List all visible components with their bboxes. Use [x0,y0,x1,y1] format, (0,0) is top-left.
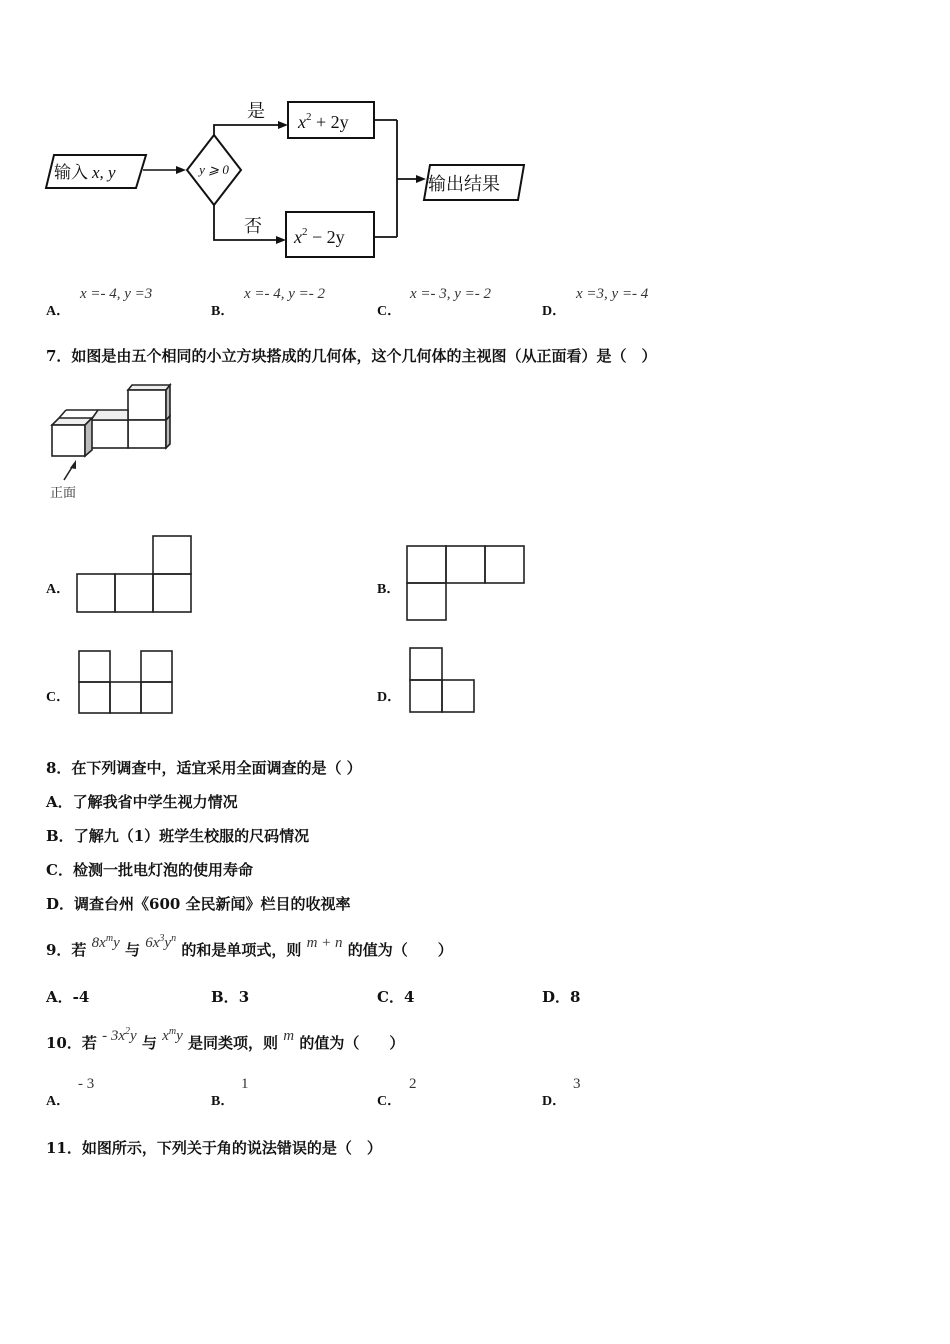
q9-option-b[interactable] [211,986,249,1007]
flow-no-expr-exp: 2 [302,226,308,238]
q9-option-a[interactable] [46,986,89,1007]
flow-output-label: 输出结果 [428,174,500,195]
q9-term2-exp: 3 [159,933,165,944]
q6-option-c-label[interactable]: C． [377,304,402,319]
q10-option-a-value[interactable]: - 3 [78,1076,95,1092]
q10-suffix: 的值为（ ） [299,1034,405,1052]
flowchart-figure [40,90,540,270]
q8-option-d[interactable] [46,893,351,914]
q10-option-c-value[interactable]: 2 [409,1076,417,1092]
q10-option-a-label[interactable]: A． [46,1094,71,1109]
q10-option-c-label[interactable]: C． [377,1094,402,1109]
q6-option-a-label[interactable]: A． [46,304,71,319]
flow-condition: y ⩾ 0 [199,162,229,177]
svg-text:x2 + 2y [297,111,349,132]
q10-middle: 是同类项，则 [187,1034,278,1052]
q7-option-d-figure[interactable] [407,645,479,715]
q10-term1-tail: y [130,1028,137,1044]
q9-option-d-value: 8 [570,988,581,1006]
q9-prefix: 9．若 [46,941,87,959]
q7-option-b-figure[interactable] [404,543,528,623]
q8-option-d-label: D． [46,895,75,913]
q8-option-b[interactable] [46,825,309,846]
q10-term1-coef: - 3x [102,1028,126,1044]
q10-option-d-value[interactable]: 3 [573,1076,581,1092]
q6-option-c-value[interactable]: x =- 3, y =- 2 [410,286,492,302]
q11-stem: 11．如图所示，下列关于角的说法错误的是（ ） [46,1139,382,1157]
flow-yes-expr-rest: + 2y [311,112,349,132]
q9-option-c-label: C． [377,988,404,1006]
svg-text:x2 − 2y [293,226,345,247]
q9-term2-coef: 6x [145,935,160,951]
q6-option-b-value[interactable]: x =- 4, y =- 2 [244,286,326,302]
q7-option-b-label[interactable]: B． [377,582,401,597]
q9-middle: 的和是单项式，则 [181,941,302,959]
flow-yes-expr-exp: 2 [306,111,312,123]
q9-option-a-value: -4 [72,988,90,1006]
flow-no-expr-rest: − 2y [307,227,345,247]
q10-stem [46,1025,404,1059]
q6-option-a-value[interactable]: x =- 4, y =3 [80,286,153,302]
q8-option-a-label: A． [46,793,73,811]
flow-yes-label: 是 [247,101,265,122]
q7-option-a-label[interactable]: A． [46,582,71,597]
q7-option-c-figure[interactable] [76,648,176,716]
flow-yes-expr-x: x [298,112,306,132]
q10-option-b-value[interactable]: 1 [241,1076,249,1092]
q7-stem: 7．如图是由五个相同的小立方块搭成的几何体，这个几何体的主视图（从正面看）是（ ） [46,347,657,365]
flow-input-vars: x, y [92,163,116,182]
q7-front-label: 正面 [50,486,77,501]
q9-option-c[interactable] [377,986,414,1007]
q10-term2-exp: m [168,1026,177,1037]
q7-option-d-label[interactable]: D． [377,690,402,705]
q9-option-d-label: D． [542,988,571,1006]
q8-option-d-text: 调查台州《600 全民新闻》栏目的收视率 [74,895,351,913]
q7-option-c-label[interactable]: C． [46,690,71,705]
q9-term1-tail: y [113,935,120,951]
q8-option-b-text: 了解九（1）班学生校服的尺码情况 [73,827,310,845]
q10-option-d-label[interactable]: D． [542,1094,567,1109]
q6-option-d-label[interactable]: D． [542,304,567,319]
q10-option-b-label[interactable]: B． [211,1094,235,1109]
q10-var: m [283,1028,295,1044]
q9-option-d[interactable] [542,986,580,1007]
flow-input-label: 输入 [54,163,88,183]
q10-term2-tail: y [176,1028,183,1044]
q9-joiner: 与 [124,941,140,959]
q8-stem: 8．在下列调查中，适宜采用全面调查的是（ ） [46,759,362,777]
flow-no-label: 否 [244,216,262,237]
q9-option-b-label: B． [211,988,239,1006]
flow-no-expr-x: x [294,227,302,247]
q9-term1-coef: 8x [91,935,106,951]
q6-option-b-label[interactable]: B． [211,304,235,319]
q8-option-c[interactable] [46,859,253,880]
q7-solid-figure [44,380,184,505]
q9-term2-exp2: n [171,933,177,944]
q8-option-c-label: C． [46,861,73,879]
q9-stem [46,932,453,966]
q9-suffix: 的值为（ ） [347,941,453,959]
q10-term1-exp: 2 [125,1026,131,1037]
q8-option-b-label: B． [46,827,74,845]
q10-prefix: 10．若 [46,1034,97,1052]
q9-option-a-label: A． [46,988,73,1006]
q9-term1-exp: m [105,933,114,944]
q9-term2-y: y [164,935,172,951]
q9-option-b-value: 3 [238,988,250,1006]
q8-option-a-text: 了解我省中学生视力情况 [72,793,238,811]
q8-option-c-text: 检测一批电灯泡的使用寿命 [72,861,253,879]
q10-joiner: 与 [141,1034,157,1052]
q10-term2-coef: x [162,1028,169,1044]
q9-option-c-value: 4 [403,988,415,1006]
q8-option-a[interactable] [46,791,238,812]
q9-expr: m + n [306,935,343,951]
q7-option-a-figure[interactable] [75,534,195,616]
q6-option-d-value[interactable]: x =3, y =- 4 [576,286,649,302]
